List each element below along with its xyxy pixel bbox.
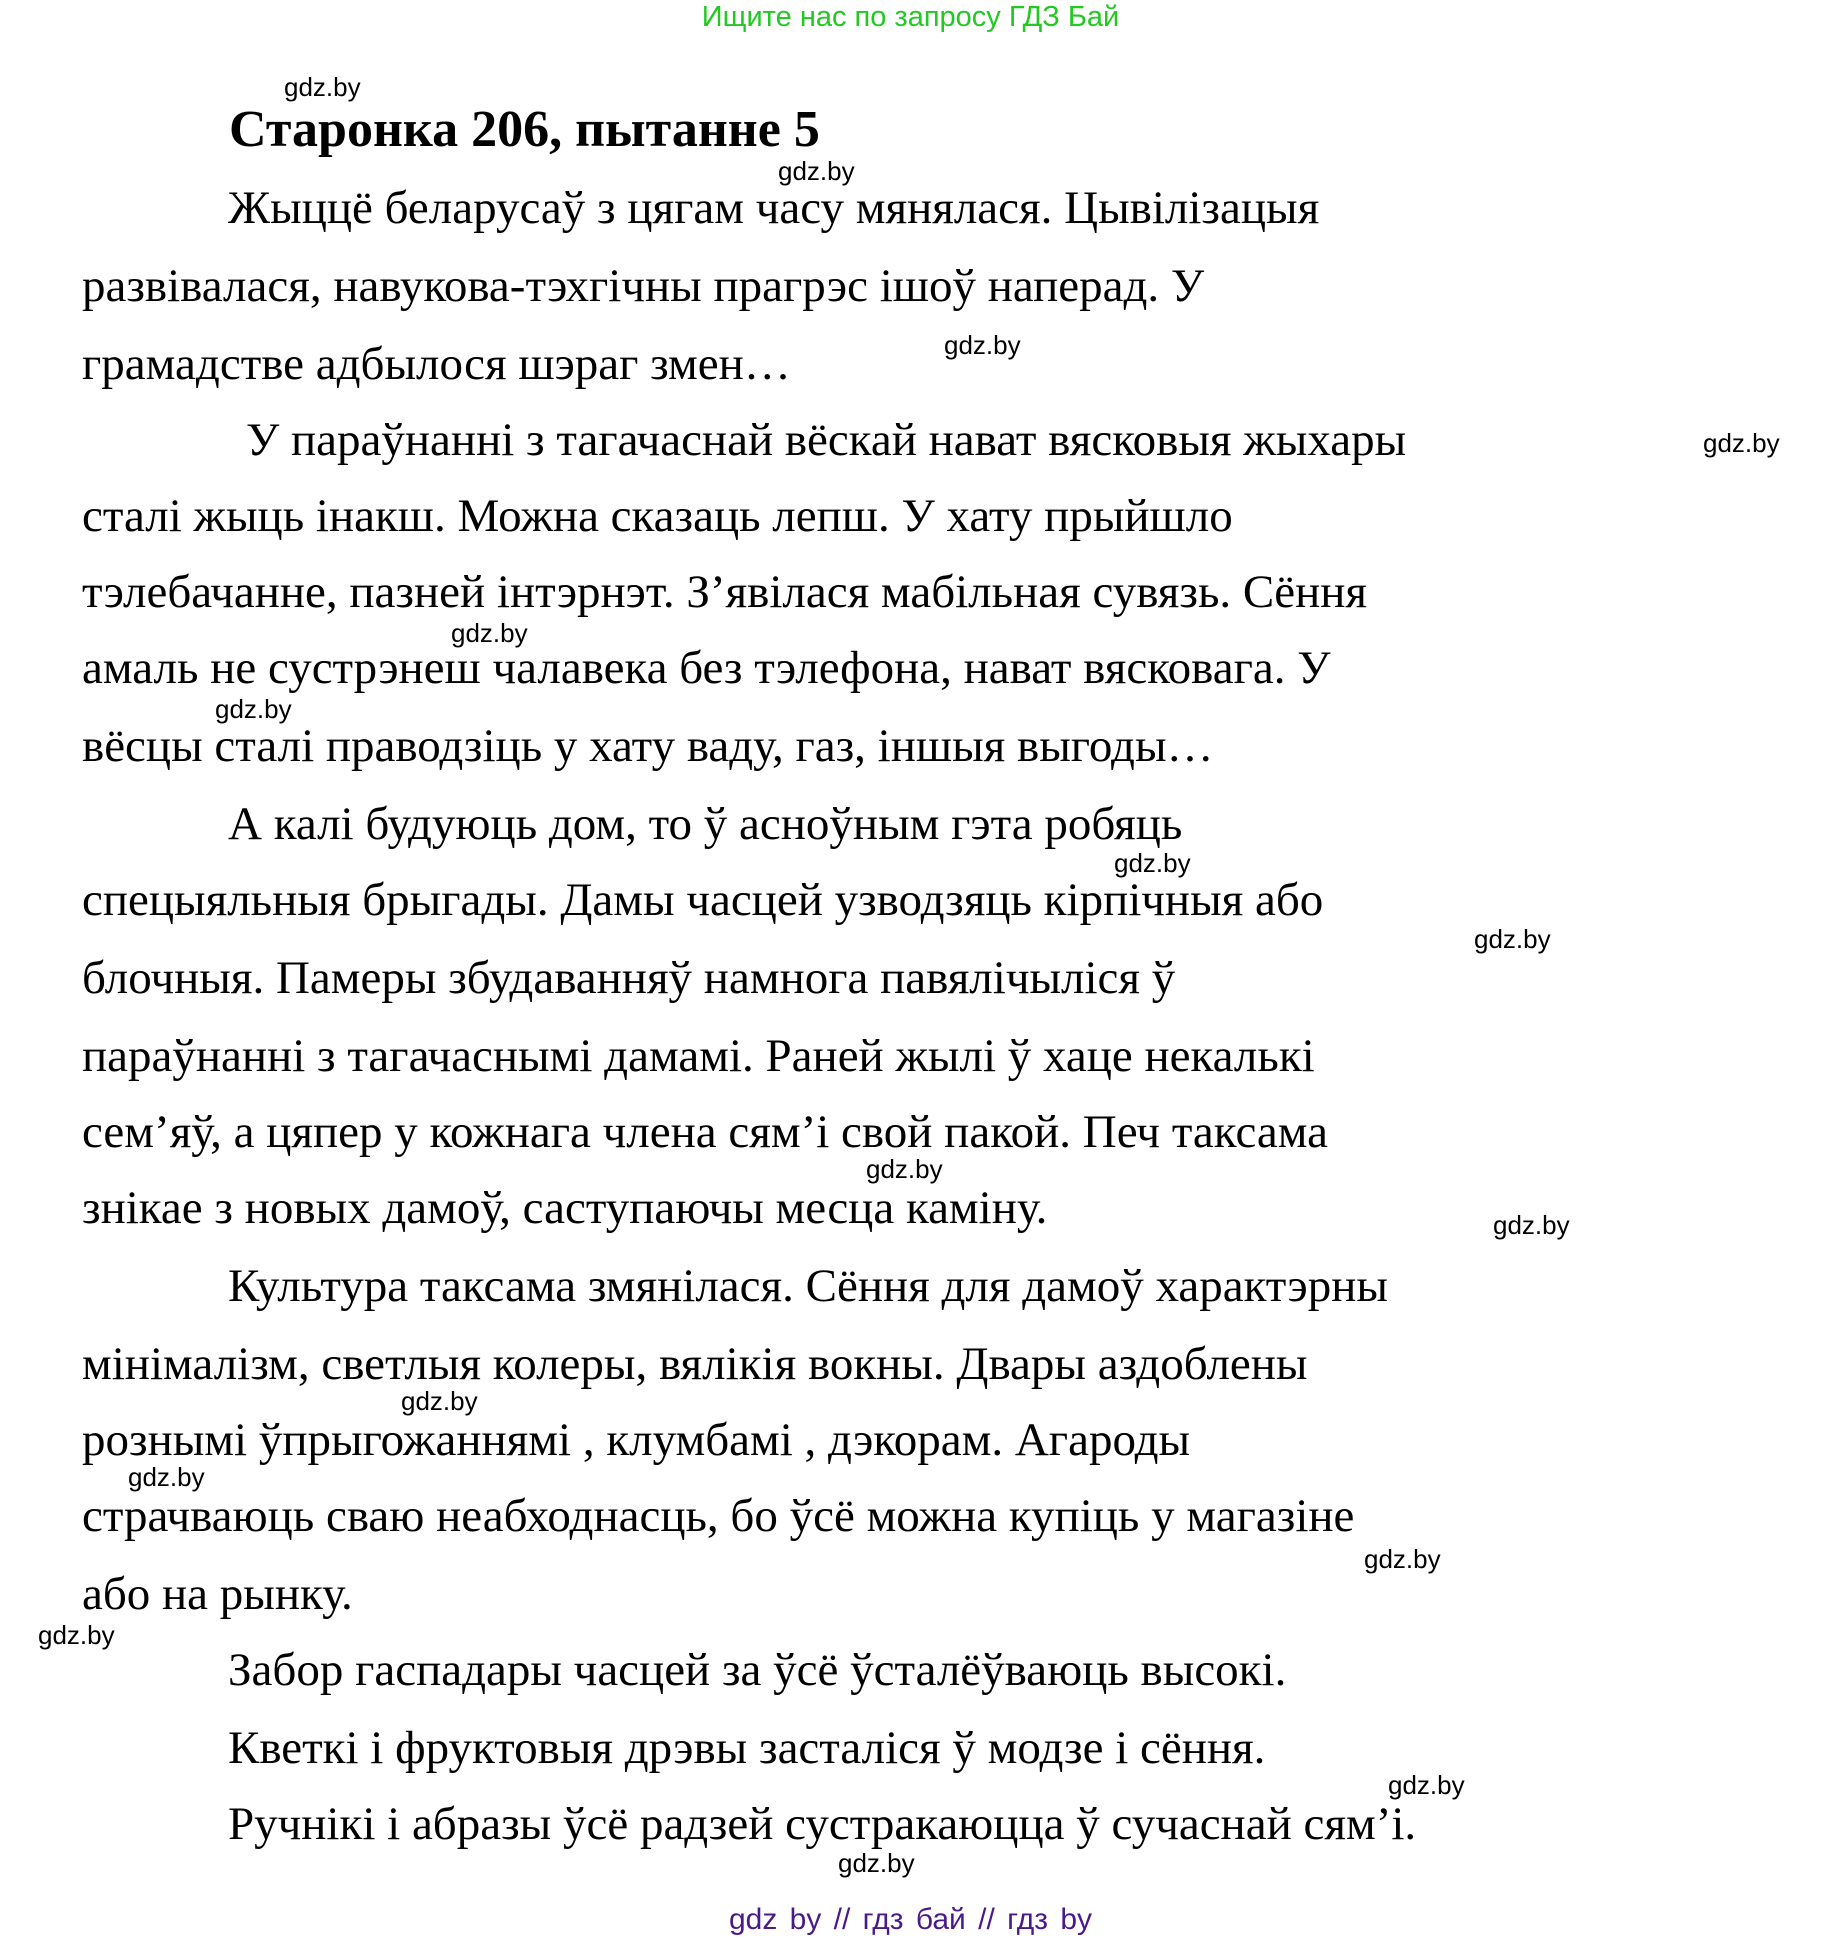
paragraph-3-line-5: сем’яў, а цяпер у кожнага члена сям’і свой пакой. Печ таксама: [82, 1106, 1329, 1158]
paragraph-4-line-1: Культура таксама змянілася. Сёння для дамоў характэрны: [228, 1260, 1388, 1312]
page-title: Старонка 206, пытанне 5: [229, 101, 820, 158]
watermark: gdz.by: [215, 694, 292, 724]
watermark: gdz.by: [1114, 848, 1191, 878]
watermark: gdz.by: [944, 330, 1021, 360]
watermark: gdz.by: [1364, 1544, 1441, 1574]
paragraph-2-line-4: амаль не сустрэнеш чалавека без тэлефона, нават вясковага. У: [82, 642, 1331, 694]
watermark: gdz.by: [451, 618, 528, 648]
footer-watermark: gdz by // гдз бай // гдз by: [728, 1903, 1093, 1936]
paragraph-2-line-2: сталі жыць інакш. Можна сказаць лепш. У хату прыйшло: [82, 490, 1233, 542]
watermark: gdz.by: [284, 72, 361, 102]
paragraph-3-line-1: А калі будуюць дом, то ў асноўным гэта робяць: [228, 798, 1183, 850]
paragraph-4-line-3: рознымі ўпрыгожаннямі , клумбамі , дэкорам. Агароды: [82, 1414, 1191, 1466]
search-banner: Ищите нас по запросу ГДЗ Бай: [701, 1, 1120, 33]
paragraph-5-line-3: Ручнікі і абразы ўсё радзей сустракаюцца ў сучаснай сям’і.: [228, 1798, 1417, 1850]
paragraph-5-line-1: Забор гаспадары часцей за ўсё ўсталёўваюць высокі.: [228, 1644, 1287, 1696]
watermark: gdz.by: [38, 1620, 115, 1650]
paragraph-3-line-6: знікае з новых дамоў, саступаючы месца каміну.: [82, 1182, 1048, 1234]
paragraph-1-line-1: Жыццё беларусаў з цягам часу мянялася. Цывілізацыя: [228, 182, 1320, 234]
watermark: gdz.by: [401, 1386, 478, 1416]
paragraph-4-line-5: або на рынку.: [82, 1568, 353, 1620]
paragraph-1-line-3: грамадстве адбылося шэраг змен…: [82, 338, 791, 390]
paragraph-2-line-5: вёсцы сталі праводзіць у хату ваду, газ, іншыя выгоды…: [82, 720, 1214, 772]
paragraph-4-line-4: страчваюць сваю неабходнасць, бо ўсё можна купіць у магазіне: [82, 1490, 1355, 1542]
watermark: gdz.by: [1703, 428, 1780, 458]
watermark: gdz.by: [838, 1848, 915, 1878]
paragraph-3-line-3: блочныя. Памеры збудаванняў намнога павялічыліся ў: [82, 952, 1176, 1004]
watermark: gdz.by: [778, 156, 855, 186]
watermark: gdz.by: [1388, 1770, 1465, 1800]
paragraph-2-line-1: У параўнанні з тагачаснай вёскай нават вясковыя жыхары: [246, 414, 1407, 466]
watermark: gdz.by: [1474, 924, 1551, 954]
watermark: gdz.by: [1493, 1210, 1570, 1240]
paragraph-4-line-2: мінімалізм, светлыя колеры, вялікія вокны. Двары аздоблены: [82, 1338, 1308, 1390]
paragraph-2-line-3: тэлебачанне, пазней інтэрнэт. З’явілася мабільная сувязь. Сёння: [82, 566, 1368, 618]
watermark: gdz.by: [128, 1462, 205, 1492]
paragraph-1-line-2: развівалася, навукова-тэхгічны прагрэс ішоў наперад. У: [82, 260, 1205, 312]
watermark: gdz.by: [866, 1154, 943, 1184]
paragraph-3-line-2: спецыяльныя брыгады. Дамы часцей узводзяць кірпічныя або: [82, 874, 1324, 926]
paragraph-3-line-4: параўнанні з тагачаснымі дамамі. Раней жылі ў хаце некалькі: [82, 1030, 1315, 1082]
paragraph-5-line-2: Кветкі і фруктовыя дрэвы засталіся ў модзе і сёння.: [228, 1722, 1266, 1774]
